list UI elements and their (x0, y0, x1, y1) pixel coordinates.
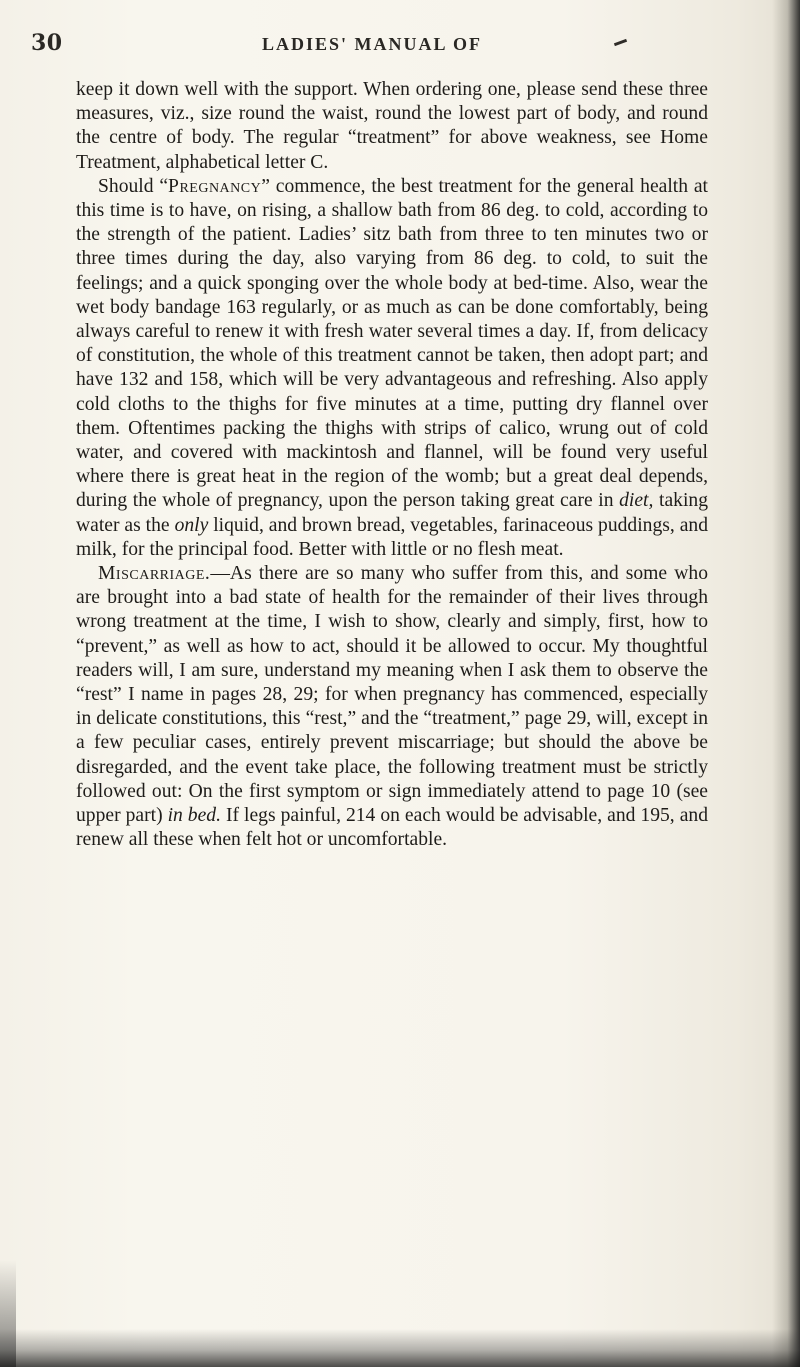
paragraph-support: keep it down well with the support. When ordering one, please send these three measures, viz., size round the waist, round the lowest part of body, and round the centre of body. The regular “treatment” for above weakness, see Home Treatment, alphabetical letter C. (76, 79, 708, 173)
body-text (76, 78, 708, 853)
miscarriage-text-tail: If legs painful, 214 on each would be advisable, and 195, and renew all these when felt hot or uncomfortable. (76, 805, 708, 851)
page-bottom-shadow (0, 1329, 800, 1367)
pregnancy-text-tail: liquid, and brown bread, vegetables, farinaceous puddings, and milk, for the principal food. Better with little or no flesh meat. (76, 514, 709, 560)
in-bed-emphasis: in bed. (167, 805, 221, 827)
print-mark (614, 39, 627, 46)
pregnancy-text: ” commence, the best treatment for the general health at this time is to have, on rising, a shallow bath from 86 deg. to cold, according to the strength of the patient. Ladies’ sitz bath from three to ten minutes two or three times during the day, also varying from 86 deg. to cold, to suit the feelings; and a quick sponging over the whole body at bed-time. Also, wear the wet body bandage 163 regularly, or as much as can be done comfortably, being always careful to renew it with fresh water several times a day. If, from delicacy of constitution, the whole of this treatment cannot be taken, then adopt part; and have 132 and 158, which will be very advantageous and refreshing. Also apply cold cloths to the thighs for five minutes at a time, putting dry flannel over them. Oftentimes packing the thighs with strips of calico, wrung out of cold water, and covered with mackintosh and flannel, will be found very useful where there is great heat in the region of the womb; but a great deal depends, during the whole of pregnancy, upon the person taking great care in (76, 175, 708, 512)
page-header (31, 30, 731, 60)
miscarriage-heading: Miscarriage. (98, 563, 211, 585)
miscarriage-text: —As there are so many who suffer from this, and some who are brought into a bad state of health for the remainder of their lives through wrong treatment at the time, I wish to show, clearly and simply, first, how to “prevent,” as well as how to act, should it be allowed to occur. My thoughtful readers will, I am sure, understand my meaning when I ask them to observe the “rest” I name in pages 28, 29; for when pregnancy has commenced, especially in delicate constitutions, this “rest,” and the “treatment,” page 29, will, except in a few peculiar cases, entirely prevent miscarriage; but should the above be disregarded, and the event take place, the following treatment must be strictly followed out: On the first symptom or sign immediately attend to page 10 (see upper part) (76, 563, 708, 827)
running-head: LADIES' MANUAL OF (262, 34, 483, 54)
page-edge-shadow (772, 0, 800, 1367)
pregnancy-lead: Should “ (98, 175, 169, 197)
paragraph-miscarriage (76, 562, 708, 852)
page-number: 30 (31, 30, 63, 56)
paragraph-pregnancy (76, 175, 708, 562)
pregnancy-heading: Pregnancy (168, 175, 262, 197)
pregnancy-text-mid: taking water as the (76, 490, 708, 536)
diet-emphasis: diet, (619, 490, 654, 512)
only-emphasis: only (174, 514, 209, 536)
